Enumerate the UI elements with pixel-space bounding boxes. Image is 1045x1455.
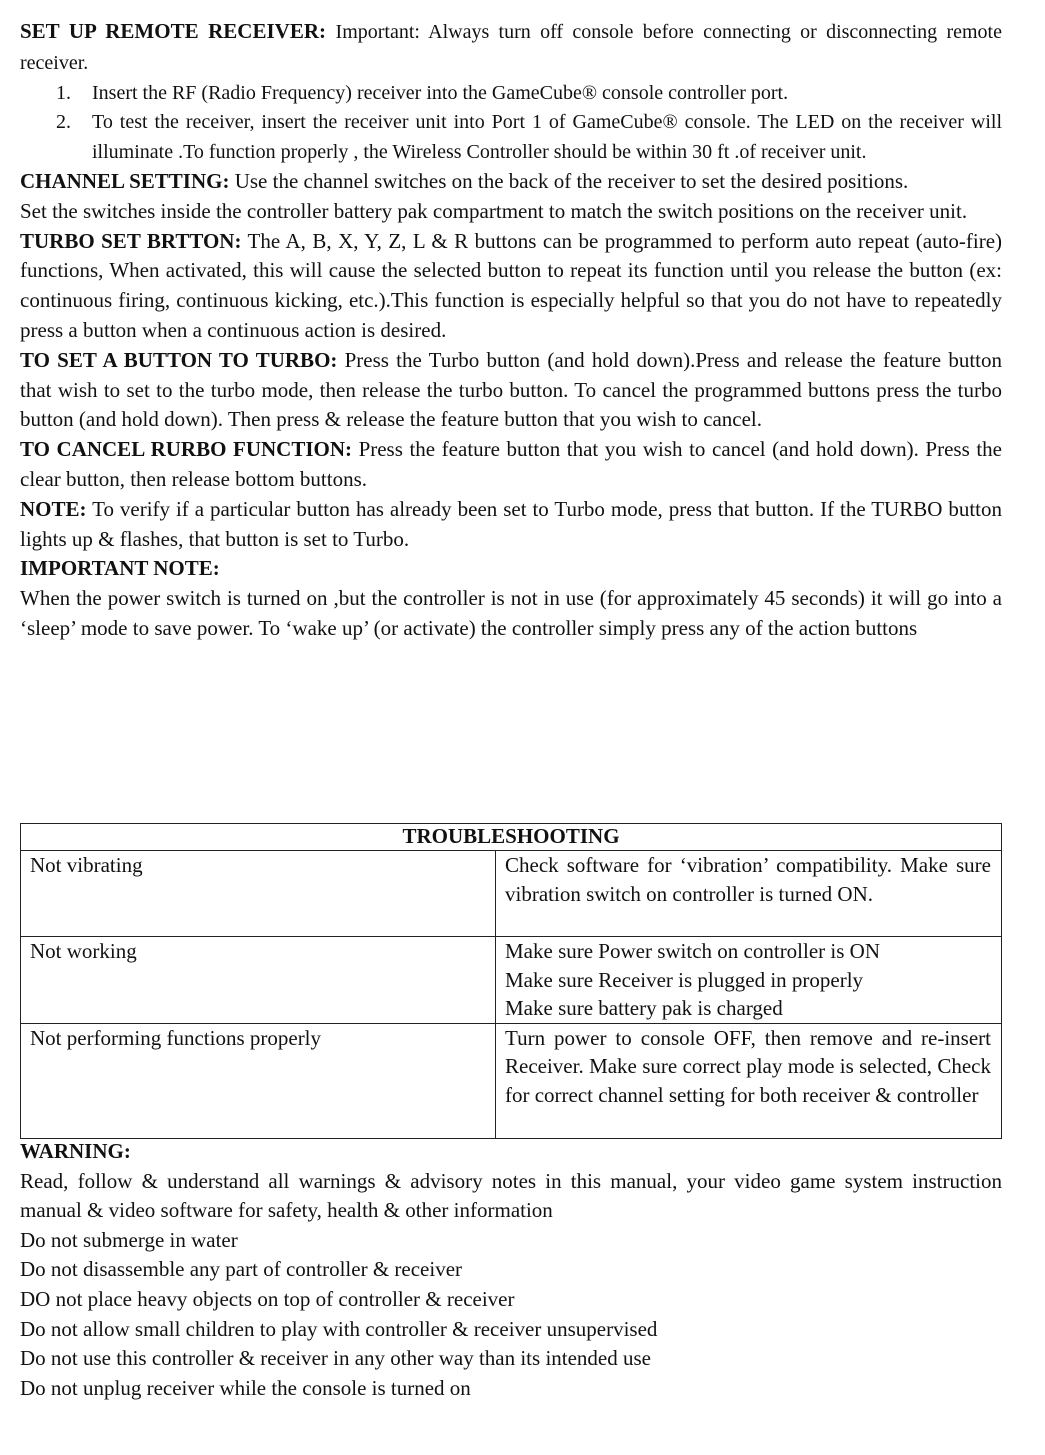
list-item: DO not place heavy objects on top of controller & receiver bbox=[20, 1286, 515, 1311]
turbo-section bbox=[20, 227, 1002, 346]
step-text: To test the receiver, insert the receiver unit into Port 1 of GameCube® console. The LED on the receiver will illuminate .To function properly , the Wireless Controller should be within 30 ft .of receiver unit. bbox=[92, 111, 1002, 163]
instructions bbox=[20, 17, 1002, 644]
solution-cell bbox=[496, 937, 1002, 1024]
table-row bbox=[21, 851, 1002, 937]
cancel-turbo-section bbox=[20, 435, 1002, 495]
warning-intro: Read, follow & understand all warnings & advisory notes in this manual, your video game system instruction manual & video software for safety, health & other information bbox=[20, 1168, 1002, 1223]
solution-cell: Check software for ‘vibration’ compatibility. Make sure vibration switch on controller is turned ON. bbox=[496, 851, 1002, 937]
note-text: To verify if a particular button has already been set to Turbo mode, press that button. If the TURBO button lights up & flashes, that button is set to Turbo. bbox=[20, 496, 1002, 551]
important-text: When the power switch is turned on ,but the controller is not in use (for approximately 45 seconds) it will go into a ‘sleep’ mode to save power. To ‘wake up’ (or activate) the controller simply press any of the action buttons bbox=[20, 586, 1002, 641]
problem-cell: Not performing functions properly bbox=[21, 1023, 496, 1139]
list-item bbox=[56, 108, 1002, 167]
troubleshooting-title: TROUBLESHOOTING bbox=[21, 824, 1002, 851]
cancel-turbo-text: Press the feature button that you wish to cancel (and hold down). Press the clear button, then release bottom buttons. bbox=[20, 437, 1002, 492]
set-turbo-section bbox=[20, 346, 1002, 435]
table-row bbox=[21, 937, 1002, 1024]
setup-steps bbox=[20, 79, 1002, 168]
channel-text-2: Set the switches inside the controller battery pak compartment to match the switch positions on the receiver unit. bbox=[20, 198, 968, 223]
turbo-heading: TURBO SET BRTTON: bbox=[20, 228, 242, 253]
list-item bbox=[56, 79, 1002, 109]
list-item: Do not unplug receiver while the console is turned on bbox=[20, 1375, 471, 1400]
channel-heading: CHANNEL SETTING: bbox=[20, 169, 230, 194]
list-item: Do not disassemble any part of controller & receiver bbox=[20, 1257, 463, 1282]
set-turbo-text: Press the Turbo button (and hold down).Press and release the feature button that wish to set to the turbo mode, then release the turbo button. To cancel the programmed buttons press the turbo button (and hold down). Then press & release the feature button that you wish to cancel. bbox=[20, 347, 1002, 432]
cancel-turbo-heading: TO CANCEL RURBO FUNCTION: bbox=[20, 437, 352, 462]
set-turbo-heading: TO SET A BUTTON TO TURBO: bbox=[20, 347, 338, 372]
step-number: 1. bbox=[56, 81, 71, 104]
channel-text: Use the channel switches on the back of the receiver to set the desired positions. bbox=[234, 169, 909, 194]
note-section bbox=[20, 495, 1002, 555]
setup-section bbox=[20, 17, 1002, 79]
list-item: Do not allow small children to play with controller & receiver unsupervised bbox=[20, 1316, 658, 1341]
solution-line: Make sure battery pak is charged bbox=[505, 996, 783, 1020]
list-item: Do not submerge in water bbox=[20, 1227, 238, 1252]
problem-cell: Not working bbox=[21, 937, 496, 1024]
channel-section bbox=[20, 167, 1002, 197]
step-text: Insert the RF (Radio Frequency) receiver into the GameCube® console controller port. bbox=[92, 81, 789, 104]
solution-line: Make sure Power switch on controller is ON bbox=[505, 939, 881, 963]
setup-heading: SET UP REMOTE RECEIVER: bbox=[20, 19, 326, 43]
solution-cell: Turn power to console OFF, then remove and re-insert Receiver. Make sure correct play mode is selected, Check for correct channel setting for both receiver & controller bbox=[496, 1023, 1002, 1139]
troubleshooting-table bbox=[20, 823, 1002, 1139]
warning-heading: WARNING: bbox=[20, 1139, 131, 1163]
note-heading: NOTE: bbox=[20, 496, 87, 521]
table-row bbox=[21, 1023, 1002, 1139]
solution-line: Make sure Receiver is plugged in properly bbox=[505, 967, 864, 992]
step-number: 2. bbox=[56, 111, 71, 134]
turbo-text: The A, B, X, Y, Z, L & R buttons can be programmed to perform auto repeat (auto-fire) functions, When activated, this will cause the selected button to repeat its function until you release the button (ex: continuous firing, continuous kicking, etc.).This function is especially helpful so that you do not have to repeatedly press a button when a continuous action is desired. bbox=[20, 228, 1003, 343]
warning-section bbox=[20, 1137, 1002, 1403]
list-item: Do not use this controller & receiver in any other way than its intended use bbox=[20, 1346, 651, 1371]
important-heading: IMPORTANT NOTE: bbox=[20, 556, 220, 581]
setup-intro: Important: Always turn off console before connecting or disconnecting remote receiver. bbox=[20, 21, 1002, 74]
problem-cell: Not vibrating bbox=[21, 851, 496, 937]
